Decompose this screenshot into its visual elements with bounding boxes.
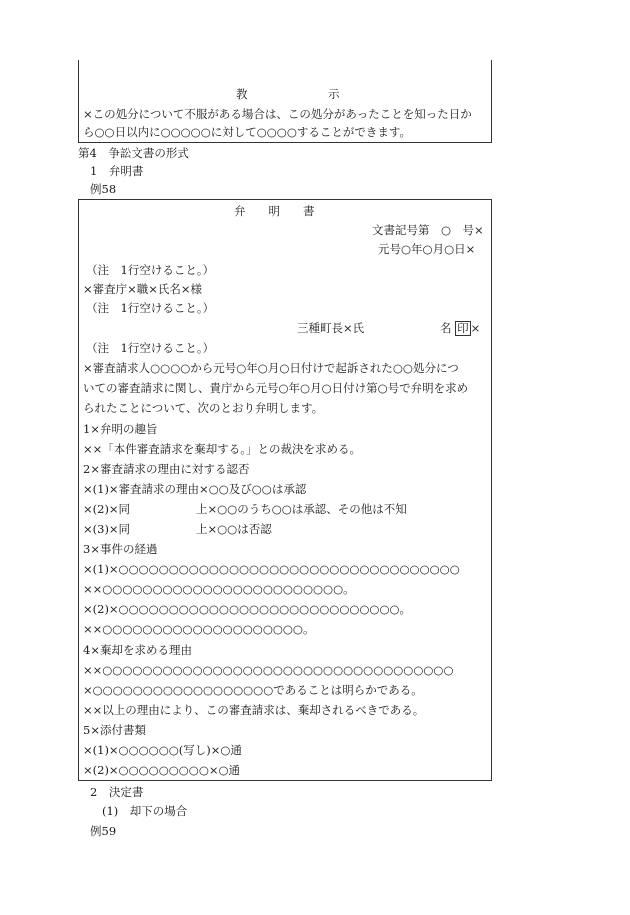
seal-suffix: × [470, 321, 481, 335]
section-title: 3×事件の経過 [83, 542, 158, 556]
section-title: 4×棄却を求める理由 [83, 643, 192, 657]
example-label: 例59 [90, 824, 117, 838]
example-label: 例58 [90, 182, 117, 196]
document-date: 元号○年○月○日× [378, 242, 476, 256]
note: （注 1行空けること。） [86, 263, 215, 277]
section-title: 5×添付書類 [83, 723, 146, 737]
note: （注 1行空けること。） [86, 301, 215, 315]
document-title: 弁 明 書 [234, 204, 315, 218]
section-text: ××○○○○○○○○○○○○○○○○○○○○○○○○○○○○○○○○○○○ [83, 663, 454, 677]
section-text: 上×○○は否認 [196, 522, 272, 536]
body-line: ×審査請求人○○○○から元号○年○月○日付けで起訴された○○処分につ [83, 361, 459, 375]
signer-name-char: 名 [440, 321, 452, 335]
section-text: ××○○○○○○○○○○○○○○○○○○○○。 [83, 622, 315, 636]
section-text: ×(1)×○○○○○○○○○○○○○○○○○○○○○○○○○○○○○○○○○○ [83, 562, 460, 576]
section-text: ×(1)×審査請求の理由×○○及び○○は承認 [83, 482, 307, 496]
document-number: 文書記号第 ○ 号× [372, 223, 484, 237]
section-text: ××○○○○○○○○○○○○○○○○○○○○○○○○。 [83, 582, 355, 596]
notice-line: ×この処分について不服がある場合は、この処分があったことを知った日か [83, 107, 472, 121]
notice-title: 教 示 [236, 87, 340, 101]
sub-heading: (1) 却下の場合 [102, 804, 188, 818]
signer-title: 三種町長×氏 [297, 321, 365, 335]
section-text: ×(2)×同 [83, 502, 131, 516]
section-text: ×(3)×同 [83, 522, 131, 536]
item-heading: 2 決定書 [90, 785, 144, 799]
body-line: いての審査請求に関し、貴庁から元号○年○月○日付け第○号で弁明を求め [83, 381, 469, 395]
notice-line: ら○○日以内に○○○○○に対して○○○○することができます。 [83, 125, 411, 139]
section-text: ××「本件審査請求を棄却する。」との裁決を求める。 [83, 442, 362, 456]
section-text: ×(2)×○○○○○○○○○○○○○○○○○○○○○○○○○○○○。 [83, 602, 412, 616]
section-text: 上×○○のうち○○は承認、その他は不知 [196, 502, 407, 516]
section-title: 2×審査請求の理由に対する認否 [83, 462, 250, 476]
seal-stamp: 印 [457, 321, 469, 335]
section-text: ×(2)×○○○○○○○○○×○通 [83, 763, 241, 777]
signer-name [440, 320, 480, 336]
item-heading: 1 弁明書 [90, 164, 144, 178]
section-heading: 第4 争訟文書の形式 [78, 146, 189, 160]
section-text: ×○○○○○○○○○○○○○○○○○○であることは明らかである。 [83, 683, 423, 697]
section-title: 1×弁明の趣旨 [83, 422, 158, 436]
body-line: られたことについて、次のとおり弁明します。 [83, 401, 324, 415]
section-text: ×(1)×○○○○○○(写し)×○通 [83, 743, 242, 757]
note: （注 1行空けること。） [86, 341, 215, 355]
addressee: ×審査庁×職×氏名×様 [83, 282, 203, 296]
section-text: ××以上の理由により、この審査請求は、棄却されるべきである。 [83, 703, 425, 717]
